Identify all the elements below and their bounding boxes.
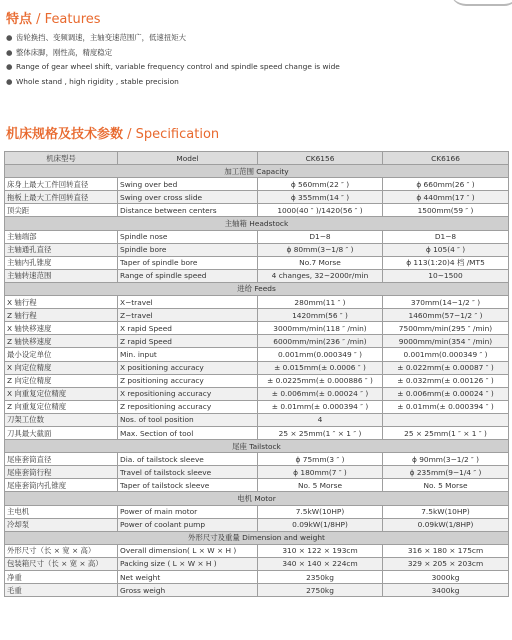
table-row [5, 335, 509, 348]
table-row [5, 296, 509, 309]
value-ck6156: 6000mm/min(236 ″ /min) [258, 335, 383, 348]
specs-title [6, 123, 219, 142]
spec-name-en: Z repositioning accuracy [118, 400, 258, 413]
spec-name-cn: Z 轴快移速度 [5, 335, 118, 348]
feature-text: 整体床脚，刚性高，精度稳定 [16, 47, 113, 57]
title-slash: / [36, 12, 45, 27]
spec-name-en: Swing over bed [118, 178, 258, 191]
table-row [5, 426, 509, 439]
value-ck6166: No. 5 Morse [383, 479, 509, 492]
value-ck6166: 9000mm/min(354 ″ /min) [383, 335, 509, 348]
section-title: 尾座 Tailstock [5, 440, 509, 453]
spec-name-cn: Z 向重复定位精度 [5, 400, 118, 413]
value-ck6166: 1460mm(57−1/2 ″ ) [383, 309, 509, 322]
header-cell: Model [118, 152, 258, 165]
value-ck6156: ϕ 355mm(14 ″ ) [258, 191, 383, 204]
table-row [5, 191, 509, 204]
value-ck6166: ± 0.01mm(± 0.000394 ″ ) [383, 400, 509, 413]
table-row [5, 243, 509, 256]
table-row [5, 230, 509, 243]
spec-name-en: Dia. of tailstock sleeve [118, 453, 258, 466]
table-row [5, 505, 509, 518]
value-ck6156: ϕ 80mm(3−1/8 ″ ) [258, 243, 383, 256]
feature-text: 齿轮换挡、变频调速，主轴变速范围广，低速扭矩大 [16, 33, 186, 42]
value-ck6156: 310 × 122 × 193cm [258, 544, 383, 557]
spec-name-cn: 主轴内孔锥度 [5, 256, 118, 269]
value-ck6166: ϕ 235mm(9−1/4 ″ ) [383, 466, 509, 479]
spec-name-cn: 冷却泵 [5, 518, 118, 531]
value-ck6166: 10~1500 [383, 269, 509, 282]
value-ck6156: 2750kg [258, 584, 383, 597]
table-row [5, 557, 509, 570]
value-ck6156: 280mm(11 ″ ) [258, 296, 383, 309]
table-row [5, 387, 509, 400]
value-ck6166: 1500mm(59 ″ ) [383, 204, 509, 217]
spec-name-en: X repositioning accuracy [118, 387, 258, 400]
spec-name-en: Z positioning accuracy [118, 374, 258, 387]
value-ck6156: ϕ 180mm(7 ″ ) [258, 466, 383, 479]
table-row [5, 571, 509, 584]
spec-name-cn: X 轴快移速度 [5, 322, 118, 335]
value-ck6166: 370mm(14−1/2 ″ ) [383, 296, 509, 309]
features-list [6, 31, 340, 89]
value-ck6166: 3400kg [383, 584, 509, 597]
spec-name-en: Packing size ( L × W × H ) [118, 557, 258, 570]
title-slash: / [127, 127, 136, 142]
spec-name-en: Max. Section of tool [118, 426, 258, 439]
spec-name-cn: 最小设定单位 [5, 348, 118, 361]
spec-name-cn: 包装箱尺寸（长 × 宽 × 高） [5, 557, 118, 570]
value-ck6156: ϕ 560mm(22 ″ ) [258, 178, 383, 191]
feature-item [6, 31, 340, 46]
value-ck6156: ϕ 75mm(3 ″ ) [258, 453, 383, 466]
spec-name-cn: 顶尖距 [5, 204, 118, 217]
spec-name-cn: 外形尺寸（长 × 宽 × 高） [5, 544, 118, 557]
features-title [6, 8, 101, 27]
section-header-row [5, 492, 509, 505]
table-row [5, 479, 509, 492]
table-row [5, 584, 509, 597]
spec-table [4, 151, 509, 597]
decorative-curve [450, 0, 512, 6]
value-ck6156: 4 changes, 32~2000r/min [258, 269, 383, 282]
section-title: 进给 Feeds [5, 282, 509, 295]
value-ck6166: 7500mm/min(295 ″ /min) [383, 322, 509, 335]
spec-name-en: Spindle nose [118, 230, 258, 243]
spec-name-en: Min. input [118, 348, 258, 361]
spec-name-en: X rapid Speed [118, 322, 258, 335]
value-ck6156: ± 0.006mm(± 0.00024 ″ ) [258, 387, 383, 400]
spec-name-cn: 床身上最大工件回转直径 [5, 178, 118, 191]
value-ck6156: ± 0.0225mm(± 0.000886 ″ ) [258, 374, 383, 387]
value-ck6166: 7.5kW(10HP) [383, 505, 509, 518]
value-ck6156: D1−8 [258, 230, 383, 243]
value-ck6166: ± 0.022mm(± 0.00087 ″ ) [383, 361, 509, 374]
spec-name-cn: Z 向定位精度 [5, 374, 118, 387]
table-row [5, 269, 509, 282]
value-ck6166: ϕ 440mm(17 ″ ) [383, 191, 509, 204]
section-header-row [5, 217, 509, 230]
header-cell: CK6166 [383, 152, 509, 165]
table-row [5, 348, 509, 361]
table-row [5, 178, 509, 191]
section-title: 电机 Motor [5, 492, 509, 505]
value-ck6166: 0.09kW(1/8HP) [383, 518, 509, 531]
value-ck6166: ± 0.006mm(± 0.00024 ″ ) [383, 387, 509, 400]
spec-name-en: Taper of spindle bore [118, 256, 258, 269]
spec-name-cn: 拖板上最大工件回转直径 [5, 191, 118, 204]
section-title: 加工范围 Capacity [5, 165, 509, 178]
table-row [5, 361, 509, 374]
feature-text: Whole stand , high rigidity , stable precision [16, 76, 179, 86]
spec-name-en: X−travel [118, 296, 258, 309]
feature-item [6, 75, 340, 90]
section-header-row [5, 165, 509, 178]
table-row [5, 453, 509, 466]
features-title-en: Features [44, 12, 101, 27]
spec-name-cn: 刀具最大截面 [5, 426, 118, 439]
table-row [5, 413, 509, 426]
value-ck6166: ϕ 113(1:20)4 档 /MT5 [383, 256, 509, 269]
header-cell: CK6156 [258, 152, 383, 165]
section-title: 主轴箱 Headstock [5, 217, 509, 230]
value-ck6156: 4 [258, 413, 383, 426]
value-ck6156: 25 × 25mm(1 ″ × 1 ″ ) [258, 426, 383, 439]
spec-name-cn: 毛重 [5, 584, 118, 597]
spec-name-en: Net weight [118, 571, 258, 584]
spec-name-en: Power of main motor [118, 505, 258, 518]
feature-item [6, 46, 340, 61]
table-row [5, 256, 509, 269]
spec-name-cn: 尾座套筒内孔锥度 [5, 479, 118, 492]
spec-name-en: X positioning accuracy [118, 361, 258, 374]
value-ck6166: 25 × 25mm(1 ″ × 1 ″ ) [383, 426, 509, 439]
spec-name-en: Swing over cross slide [118, 191, 258, 204]
features-title-cn: 特点 [6, 12, 33, 27]
spec-name-en: Z rapid Speed [118, 335, 258, 348]
value-ck6166: 329 × 205 × 203cm [383, 557, 509, 570]
value-ck6156: No. 5 Morse [258, 479, 383, 492]
spec-name-cn: 尾座套筒行程 [5, 466, 118, 479]
feature-item [6, 60, 340, 75]
table-row [5, 204, 509, 217]
spec-name-cn: 刀架工位数 [5, 413, 118, 426]
spec-name-cn: X 向重复定位精度 [5, 387, 118, 400]
spec-name-cn: X 轴行程 [5, 296, 118, 309]
spec-name-cn: 主电机 [5, 505, 118, 518]
bullet-icon: ● [6, 33, 13, 42]
table-row [5, 518, 509, 531]
value-ck6166 [383, 413, 509, 426]
header-cell: 机床型号 [5, 152, 118, 165]
section-header-row [5, 440, 509, 453]
value-ck6166: 3000kg [383, 571, 509, 584]
spec-name-cn: X 向定位精度 [5, 361, 118, 374]
spec-name-en: Distance between centers [118, 204, 258, 217]
section-title: 外形尺寸及重量 Dimension and weight [5, 531, 509, 544]
specs-title-cn: 机床规格及技术参数 [6, 127, 124, 142]
value-ck6156: 340 × 140 × 224cm [258, 557, 383, 570]
spec-name-en: Nos. of tool position [118, 413, 258, 426]
value-ck6156: 2350kg [258, 571, 383, 584]
value-ck6156: 1000(40 ″ )/1420(56 ″ ) [258, 204, 383, 217]
spec-name-en: Z−travel [118, 309, 258, 322]
value-ck6156: 7.5kW(10HP) [258, 505, 383, 518]
table-header [5, 152, 509, 165]
table-row [5, 374, 509, 387]
value-ck6156: ± 0.015mm(± 0.0006 ″ ) [258, 361, 383, 374]
value-ck6156: 0.09kW(1/8HP) [258, 518, 383, 531]
spec-name-cn: 主轴通孔直径 [5, 243, 118, 256]
spec-name-cn: 尾座套筒直径 [5, 453, 118, 466]
spec-name-en: Gross weigh [118, 584, 258, 597]
table-row [5, 544, 509, 557]
table-row [5, 309, 509, 322]
spec-name-en: Power of coolant pump [118, 518, 258, 531]
spec-name-en: Overall dimension( L × W × H ) [118, 544, 258, 557]
value-ck6166: ϕ 105(4 ″ ) [383, 243, 509, 256]
spec-name-en: Range of spindle speed [118, 269, 258, 282]
table-row [5, 322, 509, 335]
value-ck6166: 316 × 180 × 175cm [383, 544, 509, 557]
spec-name-cn: 主轴转速范围 [5, 269, 118, 282]
value-ck6156: ± 0.01mm(± 0.000394 ″ ) [258, 400, 383, 413]
value-ck6156: 3000mm/min(118 ″ /min) [258, 322, 383, 335]
value-ck6166: D1−8 [383, 230, 509, 243]
table-row [5, 400, 509, 413]
bullet-icon: ● [6, 62, 13, 72]
table-row [5, 466, 509, 479]
spec-name-cn: 主轴端部 [5, 230, 118, 243]
value-ck6166: ϕ 90mm(3−1/2 ″ ) [383, 453, 509, 466]
spec-name-en: Travel of tailstock sleeve [118, 466, 258, 479]
bullet-icon: ● [6, 47, 13, 57]
bullet-icon: ● [6, 76, 13, 86]
value-ck6156: 0.001mm(0.000349 ″ ) [258, 348, 383, 361]
value-ck6166: 0.001mm(0.000349 ″ ) [383, 348, 509, 361]
section-header-row [5, 531, 509, 544]
feature-text: Range of gear wheel shift, variable frequency control and spindle speed change is wide [16, 62, 340, 72]
spec-name-cn: 净重 [5, 571, 118, 584]
spec-name-cn: Z 轴行程 [5, 309, 118, 322]
value-ck6156: No.7 Morse [258, 256, 383, 269]
spec-name-en: Taper of tailstock sleeve [118, 479, 258, 492]
value-ck6166: ϕ 660mm(26 ″ ) [383, 178, 509, 191]
specs-title-en: Specification [135, 127, 220, 142]
section-header-row [5, 282, 509, 295]
spec-name-en: Spindle bore [118, 243, 258, 256]
value-ck6166: ± 0.032mm(± 0.00126 ″ ) [383, 374, 509, 387]
value-ck6156: 1420mm(56 ″ ) [258, 309, 383, 322]
